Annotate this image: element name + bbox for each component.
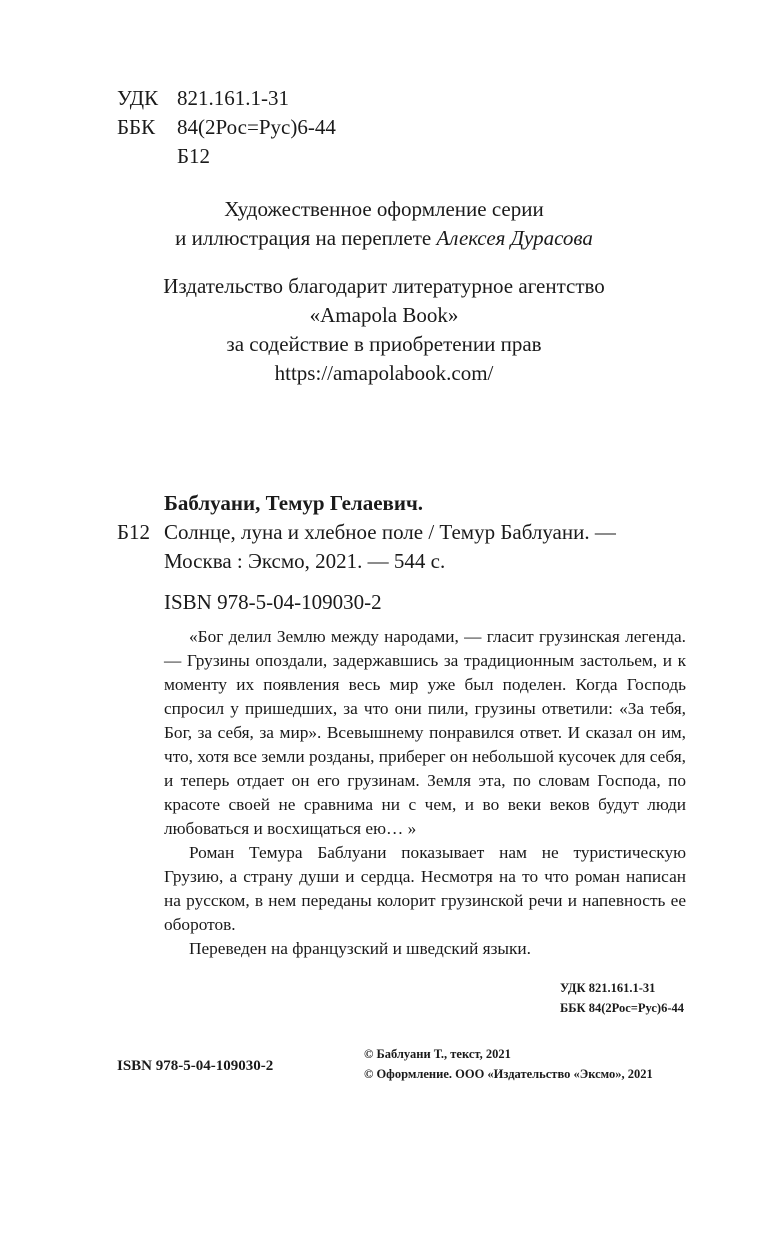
author-mark: Б12 bbox=[177, 144, 211, 168]
udk-value: 821.161.1-31 bbox=[177, 86, 289, 110]
copyright-block bbox=[364, 1044, 653, 1084]
record-title-row bbox=[117, 518, 677, 547]
agency-url: https://amapolabook.com/ bbox=[274, 361, 494, 385]
bbk-key: ББК bbox=[117, 115, 156, 139]
record-isbn: ISBN 978-5-04-109030-2 bbox=[164, 590, 382, 614]
design-line-2-prefix: и иллюстрация на переплете bbox=[175, 226, 437, 250]
annotation-paragraph-2: Роман Темура Баблуани показывает нам не туристическую Грузию, а страну души и сердца. Несмотря на то что роман написан на русском, в нем переданы колорит грузинской речи и напевность ее оборотов. bbox=[164, 843, 686, 934]
bibliographic-record bbox=[117, 489, 677, 617]
thanks-line-1: Издательство благодарит литературное агентство bbox=[163, 274, 605, 298]
corner-bbk: ББК 84(2Рос=Рус)6-44 bbox=[560, 1001, 684, 1015]
illustrator-name: Алексея Дурасова bbox=[436, 226, 593, 250]
corner-classification bbox=[560, 978, 684, 1018]
copyright-text: © Баблуани Т., текст, 2021 bbox=[364, 1047, 511, 1061]
udk-key: УДК bbox=[117, 86, 159, 110]
thanks-line-2: «Amapola Book» bbox=[309, 303, 459, 327]
copyright-design: © Оформление. ООО «Издательство «Эксмо», 2021 bbox=[364, 1067, 653, 1081]
bbk-value: 84(2Рос=Рус)6-44 bbox=[177, 115, 336, 139]
bbk-row bbox=[117, 113, 336, 142]
publisher-thanks bbox=[0, 272, 768, 388]
record-title: Солнце, луна и хлебное поле / Темур Баблуани. — bbox=[164, 520, 616, 544]
design-line-2 bbox=[0, 224, 768, 253]
annotation-paragraph-3: Переведен на французский и шведский языки. bbox=[189, 939, 531, 958]
classification-codes bbox=[117, 84, 336, 171]
corner-udk: УДК 821.161.1-31 bbox=[560, 981, 656, 995]
design-line-1: Художественное оформление серии bbox=[224, 197, 544, 221]
footer-isbn: ISBN 978-5-04-109030-2 bbox=[117, 1058, 274, 1074]
annotation-paragraph-1: «Бог делил Землю между народами, — гласит грузинская легенда. — Грузины опоздали, задержавшись за традиционным застольем, и к моменту их появления весь мир уже был поделен. Когда Господь спросил у пришедших, за что они пили, грузины ответили: «За тебя, Бог, за себя, за мир». Всевышнему понравился ответ. И сказал он им, что, хотя все земли розданы, приберег он небольшой кусочек для себя, и теперь отдает он его грузинам. Земля эта, по словам Господа, по красоте своей не сравнима ни с чем, и во веки веков будут люди любоваться и восхищаться ею… » bbox=[164, 627, 686, 838]
record-publication: Москва : Эксмо, 2021. — 544 с. bbox=[164, 549, 446, 573]
annotation bbox=[164, 625, 686, 961]
author-mark-row bbox=[117, 142, 336, 171]
udk-row bbox=[117, 84, 336, 113]
design-credits bbox=[0, 195, 768, 253]
record-author: Баблуани, Темур Гелаевич. bbox=[164, 491, 424, 515]
record-code: Б12 bbox=[117, 520, 151, 544]
thanks-line-3: за содействие в приобретении прав bbox=[226, 332, 542, 356]
